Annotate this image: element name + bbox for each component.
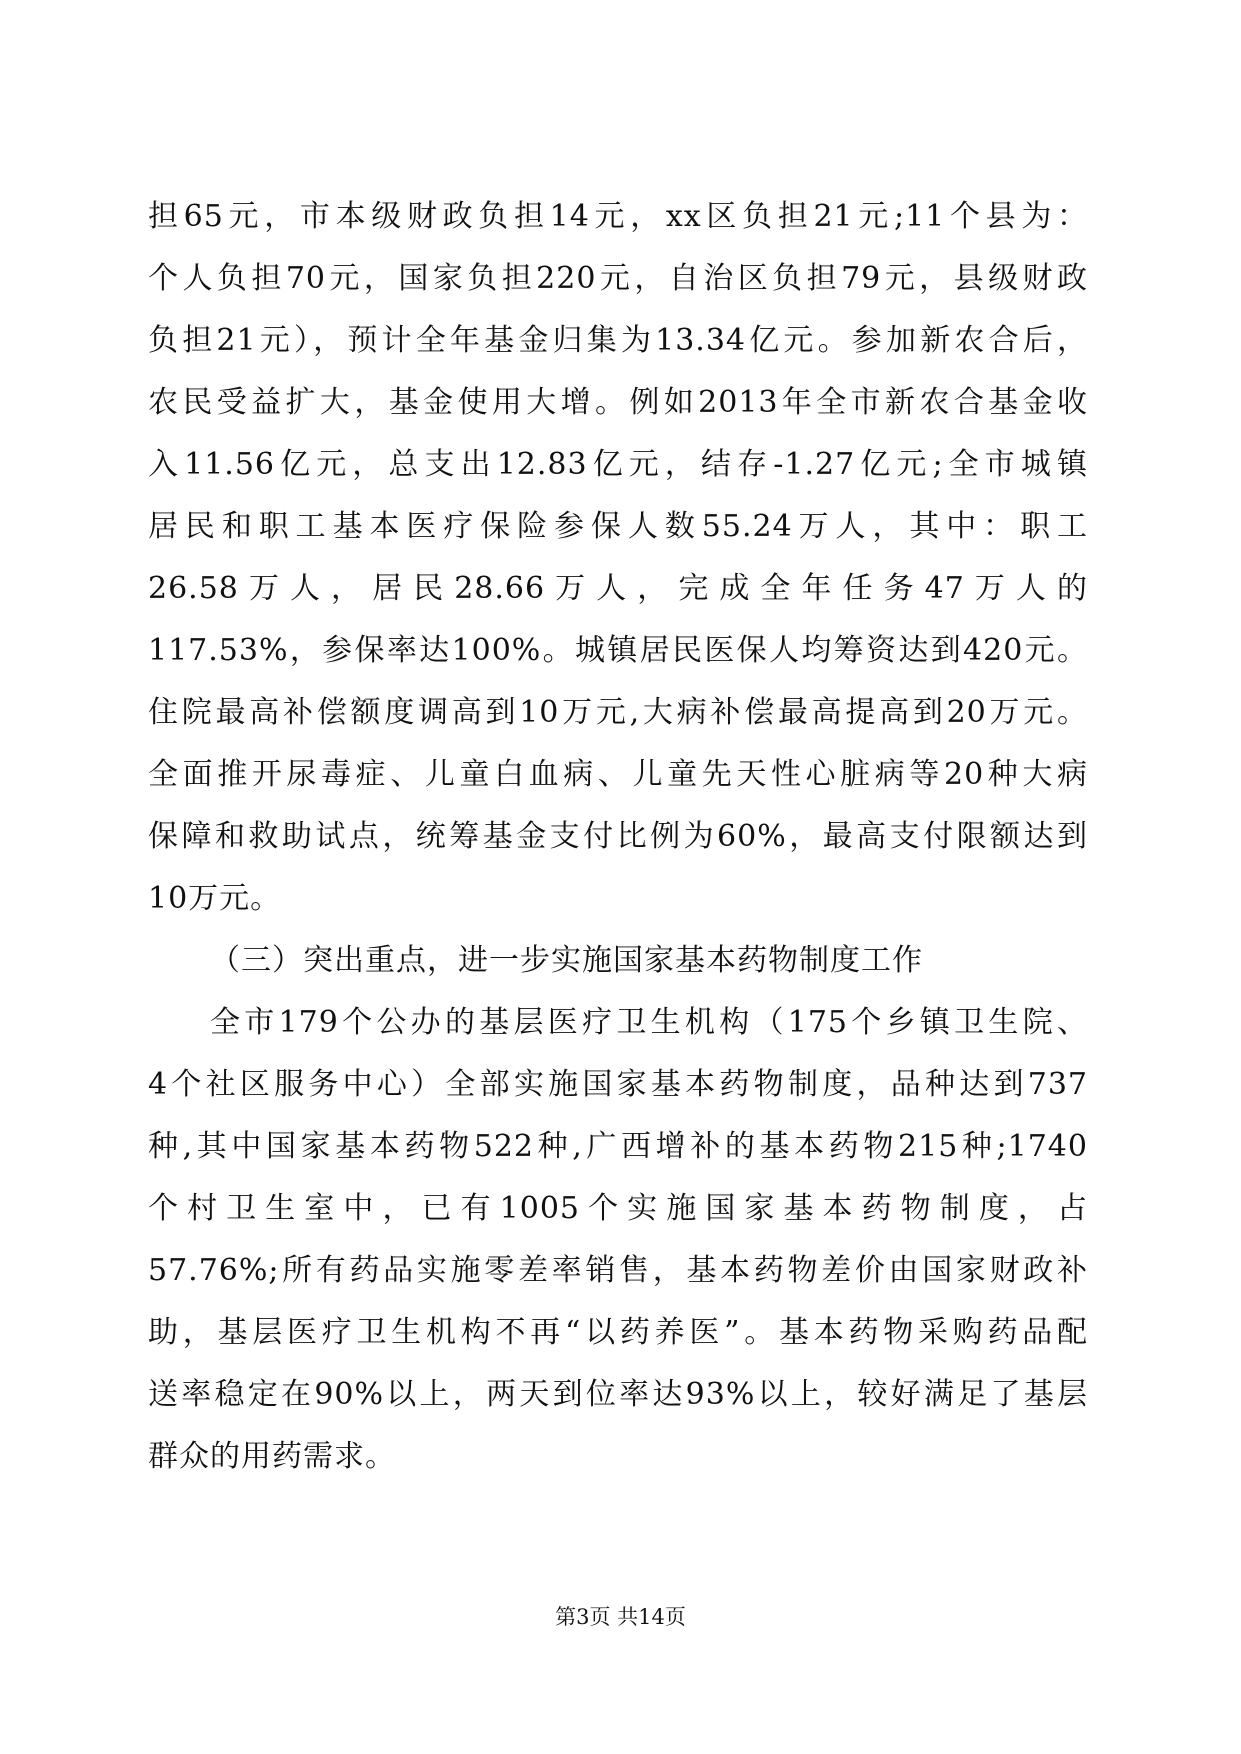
paragraph-line-3: 负担21元），预计全年基金归集为13.34亿元。参加新农合后，	[148, 323, 1088, 358]
paragraph-line-8: 117.53%，参保率达100%。城镇居民医保人均筹资达到420元。	[148, 633, 1088, 668]
paragraph-line-16: 个村卫生室中，已有1005个实施国家基本药物制度，占	[148, 1191, 1088, 1226]
paragraph-line-7: 26.58万人，居民28.66万人，完成全年任务47万人的	[148, 571, 1088, 606]
paragraph-line-18: 助，基层医疗卫生机构不再“以药养医”。基本药物采购药品配	[148, 1315, 1088, 1350]
paragraph-line-4: 农民受益扩大，基金使用大增。例如2013年全市新农合基金收	[148, 385, 1088, 420]
paragraph-line-13: 全市179个公办的基层医疗卫生机构（175个乡镇卫生院、	[210, 1005, 1088, 1040]
paragraph-line-1: 担65元，市本级财政负担14元，xx区负担21元;11个县为：	[148, 199, 1088, 234]
paragraph-line-10: 全面推开尿毒症、儿童白血病、儿童先天性心脏病等20种大病	[148, 757, 1088, 792]
paragraph-line-20: 群众的用药需求。	[148, 1439, 396, 1474]
paragraph-line-15: 种,其中国家基本药物522种,广西增补的基本药物215种;1740	[148, 1129, 1088, 1164]
page-footer: 第3页 共14页	[555, 1605, 686, 1629]
paragraph-line-2: 个人负担70元，国家负担220元，自治区负担79元，县级财政	[148, 261, 1088, 296]
paragraph-line-11: 保障和救助试点，统筹基金支付比例为60%，最高支付限额达到	[148, 819, 1088, 854]
section-heading: （三）突出重点，进一步实施国家基本药物制度工作	[210, 943, 923, 978]
paragraph-line-5: 入11.56亿元，总支出12.83亿元，结存-1.27亿元;全市城镇	[148, 447, 1088, 482]
paragraph-line-6: 居民和职工基本医疗保险参保人数55.24万人，其中：职工	[148, 509, 1088, 544]
paragraph-line-19: 送率稳定在90%以上，两天到位率达93%以上，较好满足了基层	[148, 1377, 1088, 1412]
paragraph-line-12: 10万元。	[148, 881, 282, 916]
paragraph-line-14: 4个社区服务中心）全部实施国家基本药物制度，品种达到737	[148, 1067, 1088, 1102]
paragraph-line-9: 住院最高补偿额度调高到10万元,大病补偿最高提高到20万元。	[148, 695, 1088, 730]
paragraph-line-17: 57.76%;所有药品实施零差率销售，基本药物差价由国家财政补	[148, 1253, 1088, 1288]
